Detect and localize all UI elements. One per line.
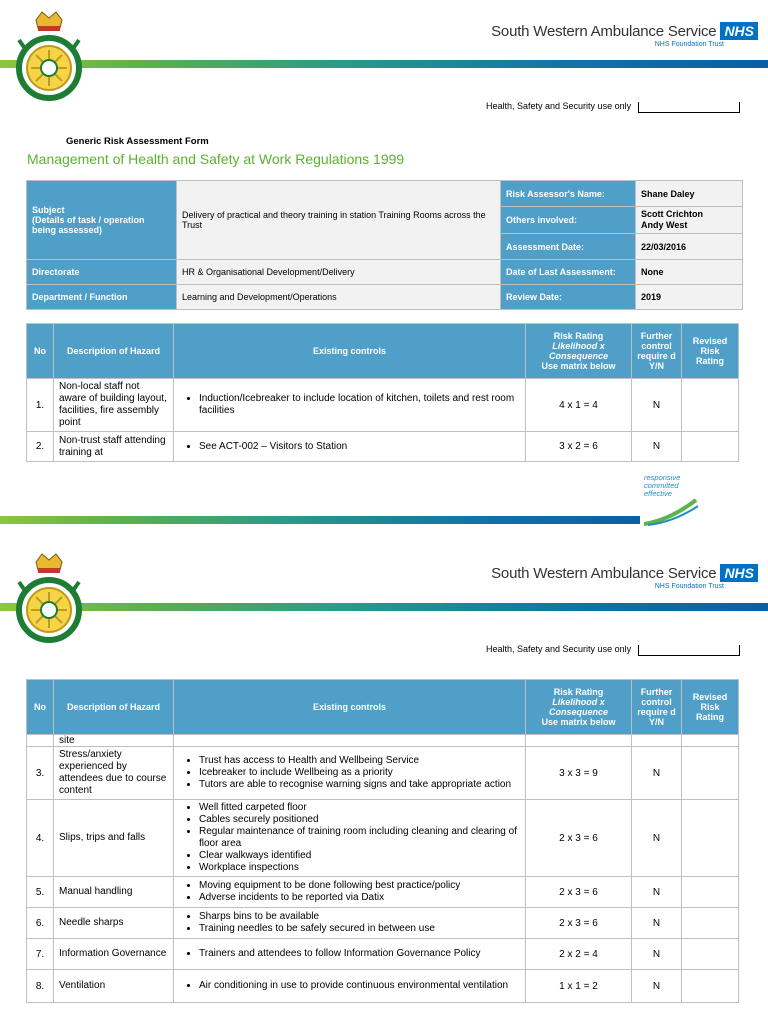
nhs-logo: NHS — [720, 564, 758, 582]
hazard-row — [27, 908, 739, 939]
controls-list — [179, 880, 520, 904]
control-item: • Icebreaker to include Wellbeing as a priority — [199, 767, 520, 779]
crest-icon — [14, 552, 84, 644]
hazard-further-control: N — [632, 747, 682, 800]
hazard-further-control: N — [632, 908, 682, 939]
trust-label: NHS Foundation Trust — [654, 41, 724, 49]
header-description: Description of Hazard — [54, 324, 174, 379]
hazard-description: Information Governance — [54, 939, 174, 970]
hazard-risk-rating: 1 x 1 = 2 — [526, 970, 632, 1003]
date-label: Assessment Date: — [501, 234, 636, 260]
hazard-further-control: N — [632, 379, 682, 432]
hazard-description: Slips, trips and falls — [54, 800, 174, 877]
control-item: • Cables securely positioned — [199, 814, 520, 826]
page-2 — [0, 542, 768, 1024]
risk-rating-note: Use matrix below — [541, 361, 616, 371]
hs-label: Health, Safety and Security use only — [486, 101, 632, 111]
hazard-revised-rating — [682, 379, 739, 432]
risk-rating-formula: Likelihood x Consequence — [548, 341, 608, 361]
hazard-no: 2. — [27, 432, 54, 462]
org-name: South Western Ambulance Service — [491, 22, 717, 40]
badge-line-2: committed — [644, 481, 679, 490]
hazard-controls — [174, 970, 526, 1003]
hazard-row — [27, 747, 739, 800]
controls-list — [179, 948, 520, 960]
department-value: Learning and Development/Operations — [177, 285, 501, 310]
hazard-row — [27, 939, 739, 970]
risk-rating-title: Risk Rating — [553, 331, 604, 341]
hazard-controls — [174, 877, 526, 908]
hazard-revised-rating — [682, 908, 739, 939]
regulation-title: Management of Health and Safety at Work Regulations 1999 — [27, 151, 405, 167]
others-value: Scott Crichton Andy West — [636, 207, 743, 234]
hazard-further-control: N — [632, 432, 682, 462]
control-item: • Clear walkways identified — [199, 850, 520, 862]
hazard-description: Non-trust staff attending training at — [54, 432, 174, 462]
date-value: 22/03/2016 — [636, 234, 743, 260]
risk-rating-note: Use matrix below — [541, 717, 616, 727]
control-item: • Air conditioning in use to provide continuous environmental ventilation — [199, 980, 520, 992]
badge-line-3: effective — [644, 489, 672, 498]
directorate-value: HR & Organisational Development/Delivery — [177, 260, 501, 285]
hazard-row — [27, 379, 739, 432]
risk-rating-title: Risk Rating — [553, 687, 604, 697]
header-controls: Existing controls — [174, 324, 526, 379]
hazard-risk-rating: 3 x 2 = 6 — [526, 432, 632, 462]
header-no: No — [27, 680, 54, 735]
hs-label: Health, Safety and Security use only — [486, 644, 632, 654]
subject-label: Subject (Details of task / operation being assessed) — [27, 181, 177, 260]
header-revised: Revised Risk Rating — [682, 680, 739, 735]
header-further: Further control require d Y/N — [632, 324, 682, 379]
hs-box — [638, 102, 740, 113]
hazard-controls — [174, 432, 526, 462]
header-controls: Existing controls — [174, 680, 526, 735]
badge-line-1: responsive — [644, 473, 681, 482]
hazard-row — [27, 800, 739, 877]
controls-list — [179, 393, 520, 417]
hazard-no: 4. — [27, 800, 54, 877]
hazard-no: 8. — [27, 970, 54, 1003]
hazard-risk-rating: 3 x 3 = 9 — [526, 747, 632, 800]
hazard-no: 6. — [27, 908, 54, 939]
continuation-rating-cell — [526, 735, 632, 747]
hazard-further-control: N — [632, 970, 682, 1003]
control-item: • Well fitted carpeted floor — [199, 802, 520, 814]
hazard-row — [27, 970, 739, 1003]
control-item: • Induction/Icebreaker to include location of kitchen, toilets and rest room facilities — [199, 393, 520, 417]
continuation-revised-cell — [682, 735, 739, 747]
controls-list — [179, 755, 520, 791]
risk-rating-formula: Likelihood x Consequence — [548, 697, 608, 717]
subject-value: Delivery of practical and theory training in station Training Rooms across the Trust — [177, 181, 501, 260]
hazard-table-page-2 — [26, 679, 739, 1003]
continuation-further-cell — [632, 735, 682, 747]
hazard-description: Manual handling — [54, 877, 174, 908]
control-item: • Sharps bins to be available — [199, 911, 520, 923]
header-risk-rating — [526, 680, 632, 735]
nhs-logo: NHS — [720, 22, 758, 40]
crest-icon — [14, 10, 84, 102]
hazard-revised-rating — [682, 939, 739, 970]
review-label: Review Date: — [501, 285, 636, 310]
hazard-risk-rating: 2 x 2 = 4 — [526, 939, 632, 970]
review-value: 2019 — [636, 285, 743, 310]
controls-list — [179, 980, 520, 992]
hazard-controls — [174, 747, 526, 800]
header-further: Further control require d Y/N — [632, 680, 682, 735]
continuation-controls-cell — [174, 735, 526, 747]
hazard-description: Ventilation — [54, 970, 174, 1003]
hazard-description: Stress/anxiety experienced by attendees due to course content — [54, 747, 174, 800]
hazard-risk-rating: 2 x 3 = 6 — [526, 800, 632, 877]
hazard-revised-rating — [682, 800, 739, 877]
hazard-further-control: N — [632, 800, 682, 877]
hazard-no: 5. — [27, 877, 54, 908]
hazard-controls — [174, 908, 526, 939]
hazard-row — [27, 877, 739, 908]
footer-band — [0, 516, 640, 524]
control-item: • Regular maintenance of training room including cleaning and clearing of floor area — [199, 826, 520, 850]
hazard-controls — [174, 939, 526, 970]
hazard-no: 3. — [27, 747, 54, 800]
header-band — [0, 603, 768, 611]
control-item: • Moving equipment to be done following best practice/policy — [199, 880, 520, 892]
control-item: • See ACT-002 – Visitors to Station — [199, 441, 520, 453]
hazard-controls — [174, 800, 526, 877]
header-no: No — [27, 324, 54, 379]
assessor-label: Risk Assessor's Name: — [501, 181, 636, 207]
last-assessment-label: Date of Last Assessment: — [501, 260, 636, 285]
trust-label: NHS Foundation Trust — [654, 583, 724, 591]
controls-list — [179, 911, 520, 935]
hazard-risk-rating: 2 x 3 = 6 — [526, 877, 632, 908]
controls-list — [179, 441, 520, 453]
hs-box — [638, 645, 740, 656]
header-risk-rating — [526, 324, 632, 379]
header-band — [0, 60, 768, 68]
org-name: South Western Ambulance Service — [491, 564, 717, 582]
hazard-further-control: N — [632, 939, 682, 970]
hazard-revised-rating — [682, 877, 739, 908]
hazard-table-page-1 — [26, 323, 739, 462]
control-item: • Tutors are able to recognise warning signs and take appropriate action — [199, 779, 520, 791]
hazard-further-control: N — [632, 877, 682, 908]
hazard-description: Non-local staff not aware of building layout, facilities, fire assembly point — [54, 379, 174, 432]
control-item: • Adverse incidents to be reported via Datix — [199, 892, 520, 904]
form-title: Generic Risk Assessment Form — [66, 136, 209, 147]
hazard-row — [27, 432, 739, 462]
department-label: Department / Function — [27, 285, 177, 310]
org-branding — [491, 22, 758, 48]
hazard-risk-rating: 4 x 1 = 4 — [526, 379, 632, 432]
continuation-text: site — [54, 735, 174, 747]
last-assessment-value: None — [636, 260, 743, 285]
hazard-description: Needle sharps — [54, 908, 174, 939]
others-label: Others involved: — [501, 207, 636, 234]
hazard-controls — [174, 379, 526, 432]
continuation-no-cell — [27, 735, 54, 747]
header-description: Description of Hazard — [54, 680, 174, 735]
header-revised: Revised Risk Rating — [682, 324, 739, 379]
controls-list — [179, 802, 520, 874]
hazard-revised-rating — [682, 432, 739, 462]
hazard-revised-rating — [682, 970, 739, 1003]
swoosh-icon — [644, 498, 698, 526]
values-badge — [644, 474, 700, 530]
directorate-label: Directorate — [27, 260, 177, 285]
hazard-risk-rating: 2 x 3 = 6 — [526, 908, 632, 939]
control-item: • Trust has access to Health and Wellbeing Service — [199, 755, 520, 767]
org-branding — [491, 564, 758, 590]
hazard-revised-rating — [682, 747, 739, 800]
control-item: • Workplace inspections — [199, 862, 520, 874]
hazard-no: 1. — [27, 379, 54, 432]
assessor-value: Shane Daley — [636, 181, 743, 207]
control-item: • Trainers and attendees to follow Information Governance Policy — [199, 948, 520, 960]
assessment-info-table — [26, 180, 743, 310]
hazard-no: 7. — [27, 939, 54, 970]
control-item: • Training needles to be safely secured in between use — [199, 923, 520, 935]
